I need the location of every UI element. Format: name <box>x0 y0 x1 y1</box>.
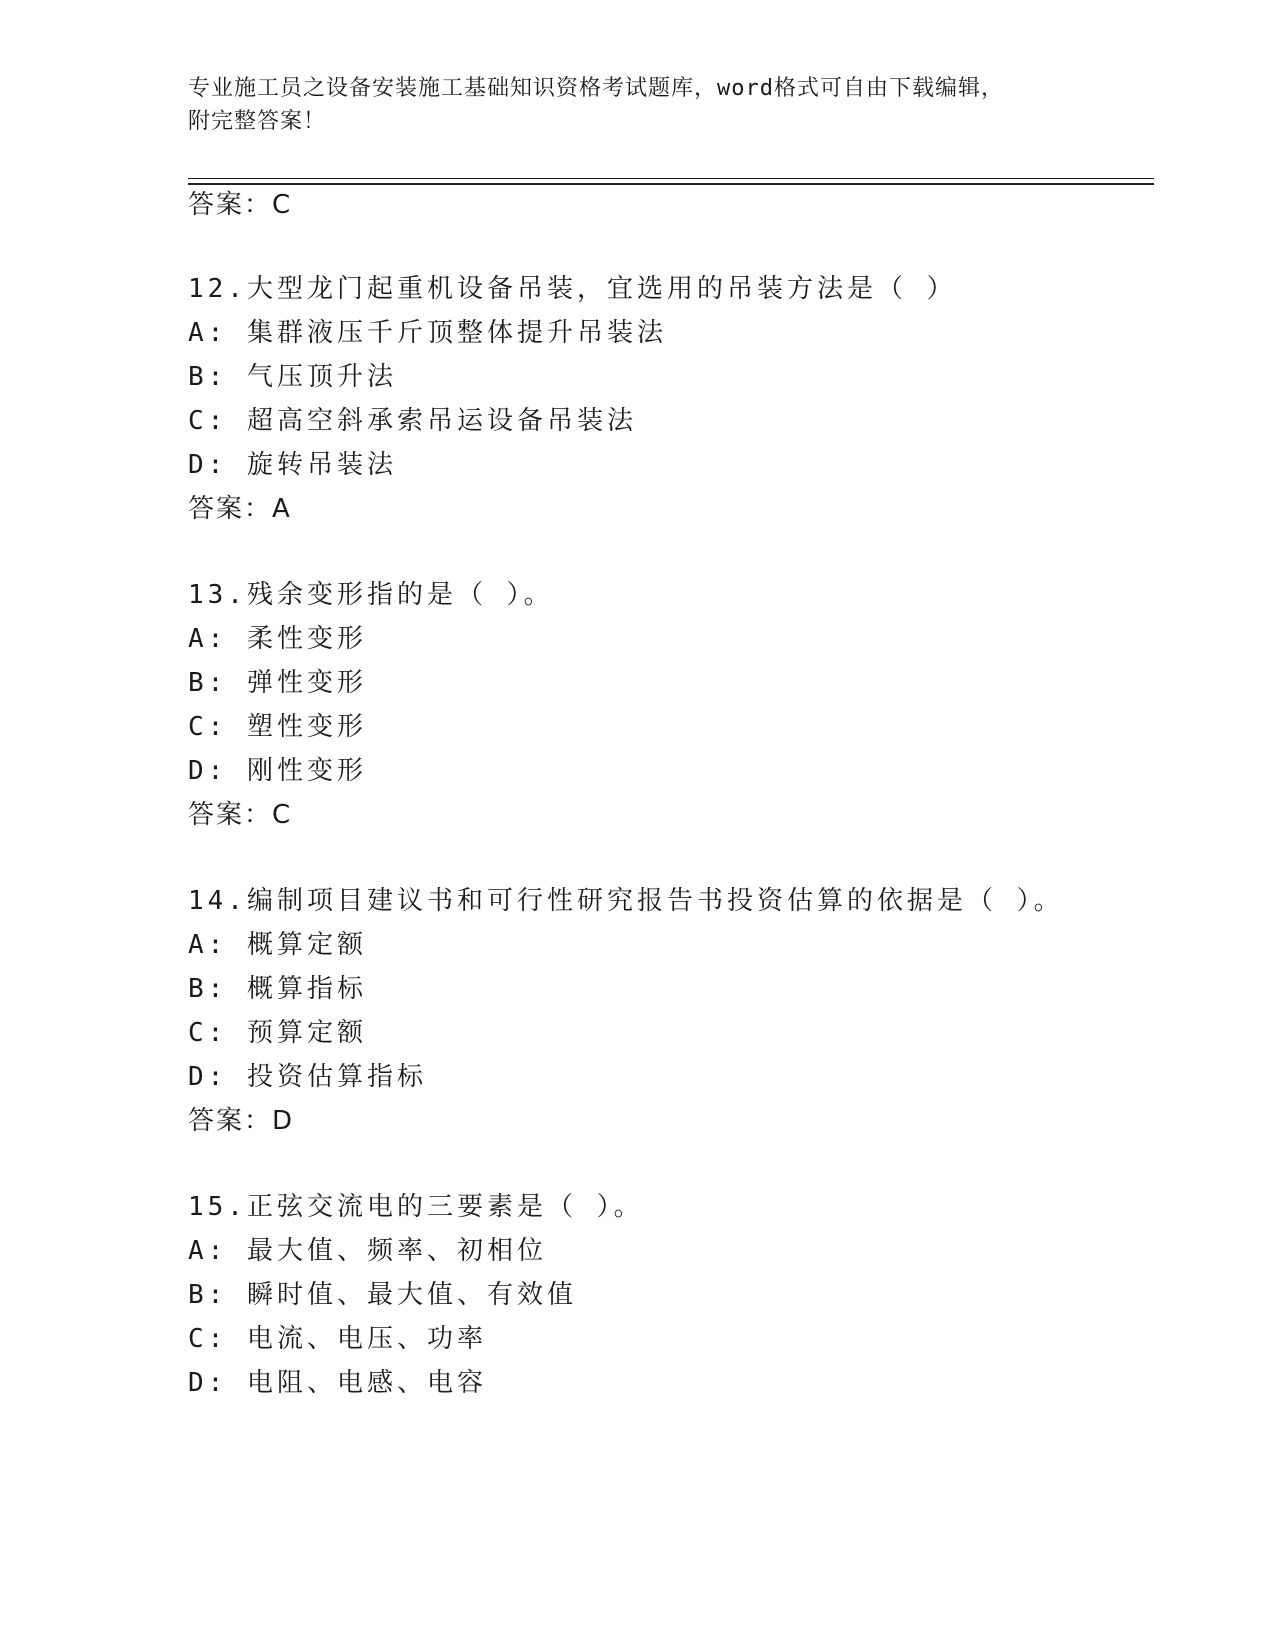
question-13-option-a: A: 柔性变形 <box>188 624 367 654</box>
question-12-answer: 答案：A <box>188 494 292 524</box>
question-13-stem: 13.残余变形指的是（ ）。 <box>188 580 554 610</box>
question-14-option-a: A: 概算定额 <box>188 930 367 960</box>
question-12-option-d: D: 旋转吊装法 <box>188 450 397 480</box>
header-line-1: 专业施工员之设备安装施工基础知识资格考试题库，word格式可自由下载编辑， <box>188 76 1004 101</box>
header-line-2: 附完整答案！ <box>188 109 327 134</box>
header-rule-thin <box>188 178 1154 179</box>
document-header <box>188 72 1088 138</box>
question-14-option-d: D: 投资估算指标 <box>188 1062 427 1092</box>
question-12-option-b: B: 气压顶升法 <box>188 362 397 392</box>
question-13-option-c: C: 塑性变形 <box>188 712 367 742</box>
question-14-answer: 答案：D <box>188 1106 295 1136</box>
question-12-option-c: C: 超高空斜承索吊运设备吊装法 <box>188 406 637 436</box>
question-13-answer: 答案：C <box>188 800 293 830</box>
question-14-option-c: C: 预算定额 <box>188 1018 367 1048</box>
question-12-stem: 12.大型龙门起重机设备吊装，宜选用的吊装方法是（ ） <box>188 274 957 304</box>
question-15-option-a: A: 最大值、频率、初相位 <box>188 1236 547 1266</box>
question-15-option-b: B: 瞬时值、最大值、有效值 <box>188 1280 577 1310</box>
question-13-option-b: B: 弹性变形 <box>188 668 367 698</box>
question-15-option-d: D: 电阻、电感、电容 <box>188 1368 487 1398</box>
question-15-stem: 15.正弦交流电的三要素是（ ）。 <box>188 1192 644 1222</box>
question-13-option-d: D: 刚性变形 <box>188 756 367 786</box>
question-15-option-c: C: 电流、电压、功率 <box>188 1324 487 1354</box>
header-rule-thick <box>188 183 1154 185</box>
previous-answer: 答案：C <box>188 190 293 220</box>
question-14-option-b: B: 概算指标 <box>188 974 367 1004</box>
question-14-stem: 14.编制项目建议书和可行性研究报告书投资估算的依据是（ ）。 <box>188 886 1064 916</box>
question-12-option-a: A: 集群液压千斤顶整体提升吊装法 <box>188 318 667 348</box>
